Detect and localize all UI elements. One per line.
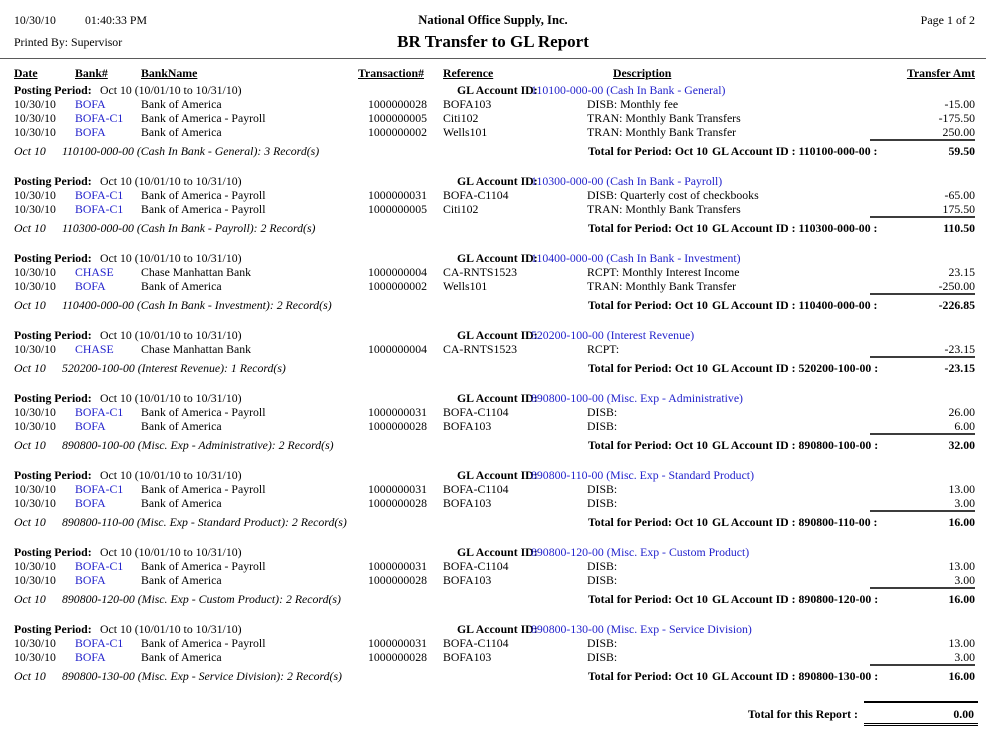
gl-account-id-label: GL Account ID: — [457, 328, 538, 342]
date-cell: 10/30/10 — [14, 202, 56, 216]
summary-record-count: 110400-000-00 (Cash In Bank - Investment): 2 Record(s) — [62, 298, 332, 312]
bank-name-cell: Bank of America - Payroll — [141, 202, 266, 216]
column-header-transfer-amt: Transfer Amt — [906, 66, 975, 80]
transaction-number-cell: 1000000031 — [368, 405, 427, 419]
bank-name-cell: Bank of America - Payroll — [141, 482, 266, 496]
posting-period-row — [0, 468, 986, 482]
bank-code-link[interactable]: BOFA-C1 — [75, 111, 124, 125]
column-header-reference: Reference — [443, 66, 494, 80]
gl-account-link[interactable]: 890800-100-00 (Misc. Exp - Administrative) — [531, 391, 743, 405]
posting-period-value: Oct 10 (10/01/10 to 10/31/10) — [100, 83, 242, 97]
total-gl-account-label: GL Account ID : 890800-120-00 : — [712, 592, 879, 606]
section-rows — [0, 97, 986, 139]
section-summary-row — [0, 293, 986, 315]
transaction-number-cell: 1000000005 — [368, 111, 427, 125]
transfer-amount-cell: 13.00 — [948, 636, 975, 650]
transfer-row — [0, 342, 986, 356]
reference-cell: Citi102 — [443, 111, 479, 125]
total-for-period-label: Total for Period: Oct 10 — [588, 221, 708, 235]
transfer-amount-cell: 26.00 — [948, 405, 975, 419]
period-total-amount: 16.00 — [870, 664, 975, 684]
transfer-amount-cell: 250.00 — [942, 125, 975, 139]
posting-period-row — [0, 174, 986, 188]
gl-account-link[interactable]: 110300-000-00 (Cash In Bank - Payroll) — [531, 174, 723, 188]
section-rows — [0, 188, 986, 216]
bank-code-link[interactable]: BOFA — [75, 125, 106, 139]
summary-record-count: 110100-000-00 (Cash In Bank - General): 3 Record(s) — [62, 144, 320, 158]
account-section — [0, 468, 986, 532]
summary-record-count: 890800-130-00 (Misc. Exp - Service Division): 2 Record(s) — [62, 669, 342, 683]
date-cell: 10/30/10 — [14, 636, 56, 650]
posting-period-label: Posting Period: — [14, 83, 92, 97]
gl-account-id-label: GL Account ID: — [457, 251, 538, 265]
posting-period-value: Oct 10 (10/01/10 to 10/31/10) — [100, 545, 242, 559]
total-gl-account-label: GL Account ID : 890800-100-00 : — [712, 438, 879, 452]
description-cell: DISB: — [587, 496, 618, 510]
reference-cell: BOFA103 — [443, 650, 492, 664]
transaction-number-cell: 1000000028 — [368, 496, 427, 510]
date-cell: 10/30/10 — [14, 342, 56, 356]
total-gl-account-label: GL Account ID : 110400-000-00 : — [712, 298, 878, 312]
account-section — [0, 622, 986, 686]
posting-period-row — [0, 251, 986, 265]
date-cell: 10/30/10 — [14, 279, 56, 293]
print-date: 10/30/10 — [14, 13, 56, 27]
transfer-amount-cell: -15.00 — [944, 97, 975, 111]
section-summary-row — [0, 510, 986, 532]
section-summary-row — [0, 587, 986, 609]
reference-cell: BOFA103 — [443, 97, 492, 111]
company-name: National Office Supply, Inc. — [418, 13, 568, 27]
gl-account-id-label: GL Account ID: — [457, 391, 538, 405]
transfer-row — [0, 636, 986, 650]
section-summary-row — [0, 433, 986, 455]
posting-period-value: Oct 10 (10/01/10 to 10/31/10) — [100, 328, 242, 342]
transfer-amount-cell: 3.00 — [954, 573, 975, 587]
summary-period: Oct 10 — [14, 144, 46, 158]
posting-period-label: Posting Period: — [14, 328, 92, 342]
transfer-row — [0, 573, 986, 587]
column-header-description: Description — [613, 66, 672, 80]
transfer-row — [0, 111, 986, 125]
total-for-period-label: Total for Period: Oct 10 — [588, 592, 708, 606]
account-section — [0, 174, 986, 238]
total-for-period-label: Total for Period: Oct 10 — [588, 361, 708, 375]
section-summary-row — [0, 356, 986, 378]
section-summary-row — [0, 139, 986, 161]
section-rows — [0, 342, 986, 356]
bank-code-link[interactable]: BOFA — [75, 419, 106, 433]
description-cell: DISB: — [587, 650, 618, 664]
gl-account-id-label: GL Account ID: — [457, 622, 538, 636]
transfer-amount-cell: 3.00 — [954, 496, 975, 510]
date-cell: 10/30/10 — [14, 111, 56, 125]
transfer-row — [0, 419, 986, 433]
section-rows — [0, 265, 986, 293]
account-section — [0, 328, 986, 378]
bank-code-link[interactable]: BOFA-C1 — [75, 405, 124, 419]
posting-period-row — [0, 622, 986, 636]
transfer-row — [0, 279, 986, 293]
posting-period-row — [0, 328, 986, 342]
total-for-period-label: Total for Period: Oct 10 — [588, 438, 708, 452]
summary-record-count: 110300-000-00 (Cash In Bank - Payroll): 2 Record(s) — [62, 221, 316, 235]
transaction-number-cell: 1000000005 — [368, 202, 427, 216]
description-cell: DISB: — [587, 419, 618, 433]
transfer-amount-cell: 6.00 — [954, 419, 975, 433]
bank-name-cell: Bank of America — [141, 496, 222, 510]
report-title: BR Transfer to GL Report — [397, 32, 589, 51]
reference-cell: Citi102 — [443, 202, 479, 216]
report-total-row — [0, 700, 986, 732]
date-cell: 10/30/10 — [14, 419, 56, 433]
summary-period: Oct 10 — [14, 592, 46, 606]
transfer-row — [0, 125, 986, 139]
posting-period-value: Oct 10 (10/01/10 to 10/31/10) — [100, 174, 242, 188]
posting-period-label: Posting Period: — [14, 468, 92, 482]
total-for-period-label: Total for Period: Oct 10 — [588, 144, 708, 158]
bank-code-link[interactable]: BOFA — [75, 650, 106, 664]
period-total-amount: 16.00 — [870, 510, 975, 530]
description-cell: TRAN: Monthly Bank Transfers — [587, 202, 741, 216]
transfer-amount-cell: 23.15 — [948, 265, 975, 279]
total-gl-account-label: GL Account ID : 520200-100-00 : — [712, 361, 879, 375]
transfer-row — [0, 650, 986, 664]
transfer-row — [0, 496, 986, 510]
posting-period-label: Posting Period: — [14, 391, 92, 405]
period-total-amount: -23.15 — [870, 356, 975, 376]
account-section — [0, 83, 986, 161]
bank-name-cell: Chase Manhattan Bank — [141, 265, 252, 279]
date-cell: 10/30/10 — [14, 496, 56, 510]
reference-cell: BOFA-C1104 — [443, 482, 509, 496]
date-cell: 10/30/10 — [14, 482, 56, 496]
reference-cell: BOFA-C1104 — [443, 405, 509, 419]
column-header-transaction: Transaction# — [358, 66, 424, 80]
bank-name-cell: Bank of America — [141, 573, 222, 587]
account-section — [0, 391, 986, 455]
bank-code-link[interactable]: BOFA-C1 — [75, 636, 124, 650]
bank-name-cell: Bank of America - Payroll — [141, 188, 266, 202]
summary-period: Oct 10 — [14, 361, 46, 375]
account-section — [0, 545, 986, 609]
transfer-row — [0, 405, 986, 419]
reference-cell: BOFA-C1104 — [443, 559, 509, 573]
posting-period-label: Posting Period: — [14, 545, 92, 559]
bank-code-link[interactable]: CHASE — [75, 342, 114, 356]
column-header-row — [0, 66, 986, 83]
posting-period-label: Posting Period: — [14, 622, 92, 636]
section-rows — [0, 636, 986, 664]
gl-account-link[interactable]: 110400-000-00 (Cash In Bank - Investment) — [531, 251, 741, 265]
transaction-number-cell: 1000000002 — [368, 125, 427, 139]
bank-code-link[interactable]: BOFA — [75, 573, 106, 587]
section-summary-row — [0, 216, 986, 238]
period-total-amount: -226.85 — [870, 293, 975, 313]
gl-account-id-label: GL Account ID: — [457, 468, 538, 482]
bank-code-link[interactable]: BOFA — [75, 496, 106, 510]
transfer-amount-cell: 13.00 — [948, 482, 975, 496]
transfer-row — [0, 202, 986, 216]
section-summary-row — [0, 664, 986, 686]
posting-period-row — [0, 83, 986, 97]
date-cell: 10/30/10 — [14, 573, 56, 587]
bank-code-link[interactable]: BOFA-C1 — [75, 202, 124, 216]
posting-period-row — [0, 545, 986, 559]
reference-cell: BOFA-C1104 — [443, 188, 509, 202]
transaction-number-cell: 1000000031 — [368, 482, 427, 496]
bank-code-link[interactable]: BOFA-C1 — [75, 482, 124, 496]
transaction-number-cell: 1000000002 — [368, 279, 427, 293]
description-cell: DISB: — [587, 636, 618, 650]
posting-period-value: Oct 10 (10/01/10 to 10/31/10) — [100, 251, 242, 265]
bank-name-cell: Bank of America - Payroll — [141, 405, 266, 419]
bank-name-cell: Chase Manhattan Bank — [141, 342, 252, 356]
reference-cell: Wells101 — [443, 279, 488, 293]
transaction-number-cell: 1000000031 — [368, 636, 427, 650]
total-for-period-label: Total for Period: Oct 10 — [588, 298, 708, 312]
description-cell: DISB: Monthly fee — [587, 97, 679, 111]
reference-cell: Wells101 — [443, 125, 488, 139]
transfer-amount-cell: -23.15 — [944, 342, 975, 356]
column-header-date: Date — [14, 66, 38, 80]
transaction-number-cell: 1000000028 — [368, 419, 427, 433]
column-header-bank-name: BankName — [141, 66, 198, 80]
description-cell: TRAN: Monthly Bank Transfer — [587, 279, 737, 293]
transfer-amount-cell: 3.00 — [954, 650, 975, 664]
description-cell: RCPT: Monthly Interest Income — [587, 265, 740, 279]
total-for-period-label: Total for Period: Oct 10 — [588, 515, 708, 529]
bank-code-link[interactable]: BOFA-C1 — [75, 188, 124, 202]
transaction-number-cell: 1000000031 — [368, 188, 427, 202]
bank-name-cell: Bank of America — [141, 279, 222, 293]
transfer-amount-cell: -175.50 — [938, 111, 975, 125]
transaction-number-cell: 1000000028 — [368, 573, 427, 587]
column-header-bank: Bank# — [75, 66, 108, 80]
transfer-amount-cell: -65.00 — [944, 188, 975, 202]
date-cell: 10/30/10 — [14, 188, 56, 202]
description-cell: TRAN: Monthly Bank Transfers — [587, 111, 741, 125]
transfer-row — [0, 188, 986, 202]
date-cell: 10/30/10 — [14, 405, 56, 419]
transaction-number-cell: 1000000028 — [368, 97, 427, 111]
bank-name-cell: Bank of America — [141, 125, 222, 139]
reference-cell: BOFA103 — [443, 496, 492, 510]
period-total-amount: 32.00 — [870, 433, 975, 453]
posting-period-label: Posting Period: — [14, 251, 92, 265]
period-total-amount: 59.50 — [870, 139, 975, 159]
transfer-row — [0, 265, 986, 279]
total-gl-account-label: GL Account ID : 890800-130-00 : — [712, 669, 879, 683]
date-cell: 10/30/10 — [14, 97, 56, 111]
gl-account-link[interactable]: 890800-120-00 (Misc. Exp - Custom Product) — [531, 545, 750, 559]
page-indicator: Page 1 of 2 — [920, 13, 975, 27]
date-cell: 10/30/10 — [14, 559, 56, 573]
period-total-amount: 16.00 — [870, 587, 975, 607]
printed-by: Printed By: Supervisor — [14, 35, 123, 49]
bank-name-cell: Bank of America — [141, 97, 222, 111]
summary-period: Oct 10 — [14, 221, 46, 235]
summary-period: Oct 10 — [14, 515, 46, 529]
print-time: 01:40:33 PM — [85, 13, 147, 27]
transfer-amount-cell: -250.00 — [938, 279, 975, 293]
posting-period-value: Oct 10 (10/01/10 to 10/31/10) — [100, 622, 242, 636]
section-rows — [0, 559, 986, 587]
posting-period-row — [0, 391, 986, 405]
gl-account-id-label: GL Account ID: — [457, 545, 538, 559]
reference-cell: CA-RNTS1523 — [443, 265, 518, 279]
total-gl-account-label: GL Account ID : 890800-110-00 : — [712, 515, 878, 529]
description-cell: DISB: — [587, 482, 618, 496]
posting-period-value: Oct 10 (10/01/10 to 10/31/10) — [100, 391, 242, 405]
date-cell: 10/30/10 — [14, 125, 56, 139]
gl-account-link[interactable]: 520200-100-00 (Interest Revenue) — [531, 328, 695, 342]
bank-code-link[interactable]: BOFA — [75, 97, 106, 111]
summary-period: Oct 10 — [14, 438, 46, 452]
posting-period-value: Oct 10 (10/01/10 to 10/31/10) — [100, 468, 242, 482]
gl-account-link[interactable]: 890800-110-00 (Misc. Exp - Standard Product) — [531, 468, 755, 482]
summary-period: Oct 10 — [14, 298, 46, 312]
posting-period-label: Posting Period: — [14, 174, 92, 188]
gl-account-id-label: GL Account ID: — [457, 83, 538, 97]
total-gl-account-label: GL Account ID : 110300-000-00 : — [712, 221, 878, 235]
transfer-amount-cell: 175.50 — [942, 202, 975, 216]
bank-name-cell: Bank of America — [141, 419, 222, 433]
bank-code-link[interactable]: BOFA — [75, 279, 106, 293]
description-cell: DISB: Quarterly cost of checkbooks — [587, 188, 759, 202]
date-cell: 10/30/10 — [14, 265, 56, 279]
report-total-label: Total for this Report : — [747, 707, 858, 721]
section-rows — [0, 405, 986, 433]
bank-name-cell: Bank of America - Payroll — [141, 636, 266, 650]
date-cell: 10/30/10 — [14, 650, 56, 664]
description-cell: DISB: — [587, 559, 618, 573]
summary-record-count: 890800-100-00 (Misc. Exp - Administrative): 2 Record(s) — [62, 438, 334, 452]
reference-cell: BOFA-C1104 — [443, 636, 509, 650]
description-cell: DISB: — [587, 405, 618, 419]
bank-code-link[interactable]: CHASE — [75, 265, 114, 279]
total-for-period-label: Total for Period: Oct 10 — [588, 669, 708, 683]
period-total-amount: 110.50 — [870, 216, 975, 236]
account-section — [0, 251, 986, 315]
transfer-row — [0, 482, 986, 496]
bank-name-cell: Bank of America - Payroll — [141, 111, 266, 125]
report-total-amount: 0.00 — [864, 701, 978, 726]
bank-name-cell: Bank of America - Payroll — [141, 559, 266, 573]
bank-name-cell: Bank of America — [141, 650, 222, 664]
description-cell: RCPT: — [587, 342, 620, 356]
sections-container — [0, 83, 986, 686]
summary-record-count: 520200-100-00 (Interest Revenue): 1 Record(s) — [62, 361, 286, 375]
transaction-number-cell: 1000000031 — [368, 559, 427, 573]
section-rows — [0, 482, 986, 510]
reference-cell: BOFA103 — [443, 419, 492, 433]
gl-account-link[interactable]: 110100-000-00 (Cash In Bank - General) — [531, 83, 726, 97]
description-cell: TRAN: Monthly Bank Transfer — [587, 125, 737, 139]
report-header — [0, 0, 986, 59]
description-cell: DISB: — [587, 573, 618, 587]
gl-account-id-label: GL Account ID: — [457, 174, 538, 188]
transaction-number-cell: 1000000004 — [368, 265, 427, 279]
transaction-number-cell: 1000000004 — [368, 342, 427, 356]
transfer-row — [0, 97, 986, 111]
transfer-row — [0, 559, 986, 573]
total-gl-account-label: GL Account ID : 110100-000-00 : — [712, 144, 878, 158]
reference-cell: BOFA103 — [443, 573, 492, 587]
transaction-number-cell: 1000000028 — [368, 650, 427, 664]
transfer-amount-cell: 13.00 — [948, 559, 975, 573]
summary-period: Oct 10 — [14, 669, 46, 683]
reference-cell: CA-RNTS1523 — [443, 342, 518, 356]
bank-code-link[interactable]: BOFA-C1 — [75, 559, 124, 573]
summary-record-count: 890800-110-00 (Misc. Exp - Standard Product): 2 Record(s) — [62, 515, 347, 529]
gl-account-link[interactable]: 890800-130-00 (Misc. Exp - Service Division) — [531, 622, 752, 636]
summary-record-count: 890800-120-00 (Misc. Exp - Custom Product): 2 Record(s) — [62, 592, 341, 606]
